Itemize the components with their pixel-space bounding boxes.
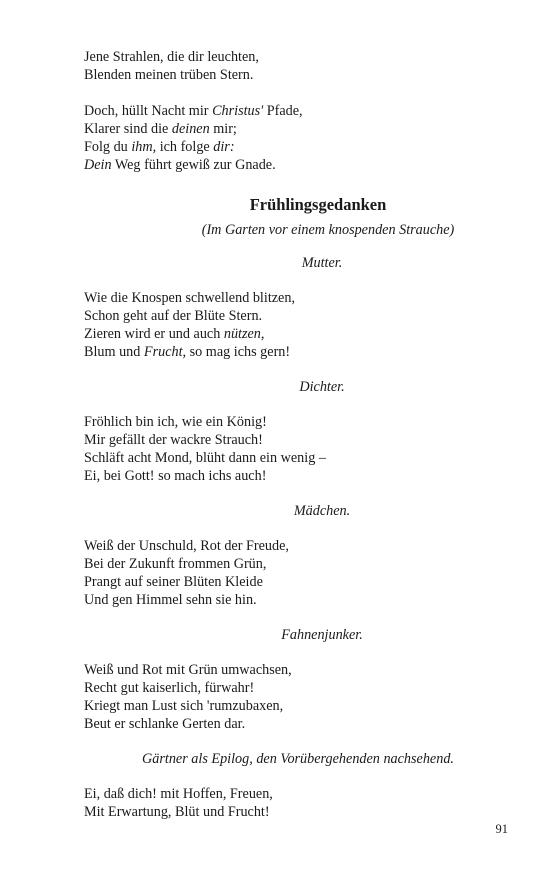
verse-line: Blenden meinen trüben Stern.	[84, 67, 254, 83]
stanza-epilog	[84, 785, 484, 821]
verse-line: Dein Weg führt gewiß zur Gnade.	[84, 157, 276, 173]
verse-line: Mir gefällt der wackre Strauch!	[84, 432, 263, 448]
verse-line: Bei der Zukunft frommen Grün,	[84, 556, 267, 572]
stanza-fahnenjunker	[84, 661, 484, 733]
verse-line: Schläft acht Mond, blüht dann ein wenig –	[84, 450, 326, 466]
verse-line: Weiß der Unschuld, Rot der Freude,	[84, 538, 289, 554]
stanza-mutter	[84, 289, 484, 361]
poem-page	[84, 48, 484, 821]
verse-line: Kriegt man Lust sich 'rumzubaxen,	[84, 698, 284, 714]
verse-line: Weiß und Rot mit Grün umwachsen,	[84, 662, 292, 678]
verse-line: Doch, hüllt Nacht mir Christus' Pfade,	[84, 103, 303, 119]
verse-line: Mit Erwartung, Blüt und Frucht!	[84, 804, 270, 820]
verse-line: Jene Strahlen, die dir leuchten,	[84, 49, 259, 65]
verse-line: Recht gut kaiserlich, fürwahr!	[84, 680, 255, 696]
page-number: 91	[495, 822, 508, 836]
speaker-fahnenjunker: Fahnenjunker.	[281, 627, 363, 643]
verse-line: Fröhlich bin ich, wie ein König!	[84, 414, 267, 430]
verse-line: Ei, bei Gott! so mach ichs auch!	[84, 468, 267, 484]
poem-subtitle: (Im Garten vor einem knospenden Strauche)	[201, 222, 455, 238]
verse-line: Ei, daß dich! mit Hoffen, Freuen,	[84, 786, 273, 802]
stanza-maedchen	[84, 537, 484, 609]
speaker-maedchen: Mädchen.	[293, 503, 351, 519]
verse-line: Folg du ihm, ich folge dir:	[84, 139, 235, 155]
verse-line: Beut er schlanke Gerten dar.	[84, 716, 246, 732]
speaker-dichter: Dichter.	[299, 379, 345, 395]
stanza-dichter	[84, 413, 484, 485]
speaker-mutter: Mutter.	[301, 255, 343, 271]
verse-line: Zieren wird er und auch nützen,	[84, 326, 265, 342]
verse-line: Und gen Himmel sehn sie hin.	[84, 592, 257, 608]
verse-line: Schon geht auf der Blüte Stern.	[84, 308, 263, 324]
verse-line: Blum und Frucht, so mag ichs gern!	[84, 344, 291, 360]
stanza-doch	[84, 102, 484, 174]
speaker-epilog: Gärtner als Epilog, den Vorübergehenden nachsehend.	[142, 751, 454, 767]
verse-line: Wie die Knospen schwellend blitzen,	[84, 290, 295, 306]
verse-line: Prangt auf seiner Blüten Kleide	[84, 574, 263, 590]
stanza-previous	[84, 48, 484, 84]
poem-title: Frühlingsgedanken	[249, 195, 387, 214]
verse-line: Klarer sind die deinen mir;	[84, 121, 237, 137]
